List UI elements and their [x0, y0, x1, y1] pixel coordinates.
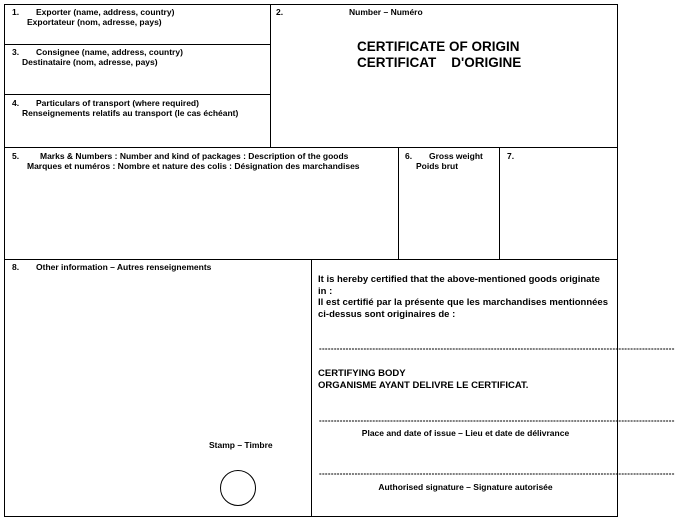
transport-label-en: Particulars of transport (where required) [36, 98, 199, 108]
signature-line[interactable]: ------------------------------------------------------------------------------------------------------------------------ [319, 469, 675, 478]
other-information-label: Other information – Autres renseignements [36, 262, 212, 272]
stamp-circle [220, 470, 256, 506]
number-label: Number – Numéro [349, 7, 423, 17]
certifying-body-fr: ORGANISME AYANT DELIVRE LE CERTIFICAT. [318, 380, 529, 391]
transport-label-fr: Renseignements relatifs au transport (le cas échéant) [22, 108, 239, 118]
box-number-1: 1. [12, 7, 20, 17]
certification-text-fr: Il est certifié par la présente que les marchandises mentionnées ci-dessus sont originaires de : [318, 297, 608, 320]
box-7[interactable] [499, 147, 618, 260]
certification-box[interactable] [311, 259, 675, 517]
consignee-box[interactable] [4, 44, 271, 95]
box-number-5: 5. [12, 151, 20, 161]
consignee-label-fr: Destinataire (nom, adresse, pays) [22, 57, 158, 67]
certification-text-en: It is hereby certified that the above-mentioned goods originate in : [318, 274, 600, 297]
certificate-title-fr: CERTIFICAT D'ORIGINE [357, 55, 522, 70]
other-information-box[interactable] [4, 259, 312, 517]
exporter-box[interactable] [4, 4, 271, 45]
origin-country-line[interactable]: ------------------------------------------------------------------------------------------------------------------------ [319, 344, 675, 353]
marks-label-fr: Marques et numéros : Nombre et nature des colis : Désignation des marchandises [27, 161, 360, 171]
box-number-4: 4. [12, 98, 20, 108]
stamp-label: Stamp – Timbre [209, 440, 273, 450]
box-number-8: 8. [12, 262, 20, 272]
place-date-label: Place and date of issue – Lieu et date de délivrance [361, 428, 570, 438]
box-number-2: 2. [276, 7, 284, 17]
place-date-line[interactable]: ------------------------------------------------------------------------------------------------------------------------ [319, 416, 675, 425]
marks-description-box[interactable] [4, 147, 399, 260]
gross-weight-label-en: Gross weight [429, 151, 483, 161]
certificate-title-en: CERTIFICATE OF ORIGIN [357, 39, 520, 54]
box-number-6: 6. [405, 151, 413, 161]
certificate-number-box[interactable] [270, 4, 618, 148]
marks-label-en: Marks & Numbers : Number and kind of packages : Description of the goods [40, 151, 349, 161]
exporter-label-fr: Exportateur (nom, adresse, pays) [27, 17, 162, 27]
box-number-7: 7. [507, 151, 515, 161]
certifying-body-en: CERTIFYING BODY [318, 368, 406, 379]
transport-box[interactable] [4, 94, 271, 148]
consignee-label-en: Consignee (name, address, country) [36, 47, 183, 57]
signature-label: Authorised signature – Signature autorisée [378, 482, 553, 492]
gross-weight-label-fr: Poids brut [416, 161, 459, 171]
exporter-label-en: Exporter (name, address, country) [36, 7, 175, 17]
box-number-3: 3. [12, 47, 20, 57]
gross-weight-box[interactable] [398, 147, 500, 260]
